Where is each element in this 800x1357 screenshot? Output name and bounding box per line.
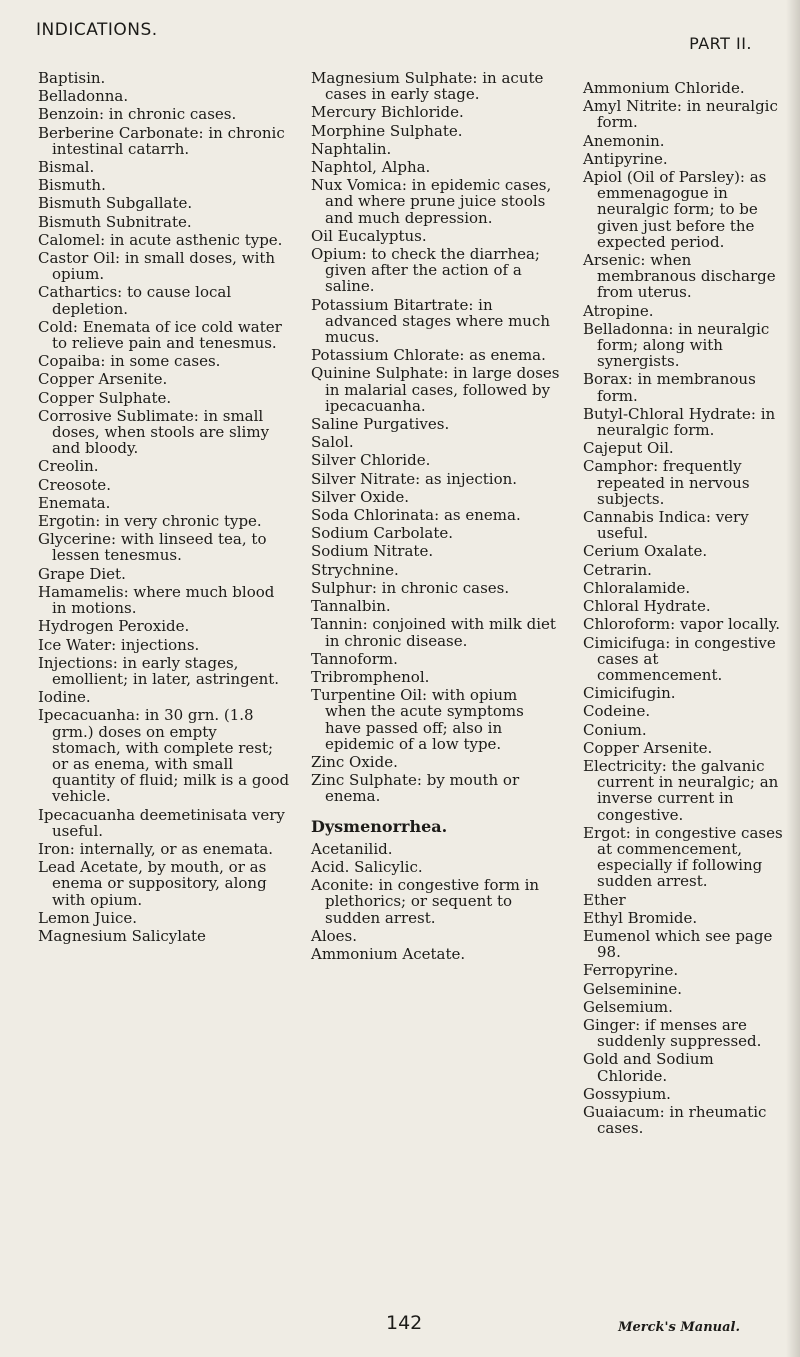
column-1 [38,70,290,946]
index-entry: Naphtalin. [311,139,392,158]
index-entry: Amyl Nitrite: in neuralgic form. [583,97,778,132]
index-entry: Berberine Carbonate: in chronic intestinal catarrh. [38,123,285,158]
index-entry: Tannin: conjoined with milk diet in chronic disease. [311,615,556,650]
index-entry: Bismuth Subnitrate. [38,212,192,231]
index-entry: Copper Arsenite. [583,738,713,757]
index-entry: Ethyl Bromide. [583,908,698,927]
index-entry: Tannoform. [311,649,398,668]
index-entry: Codeine. [583,702,651,721]
index-entry: Turpentine Oil: with opium when the acute symptoms have passed off; also in epidemic of a low type. [311,686,524,753]
index-entry: Atropine. [583,301,654,320]
index-entry: Electricity: the galvanic current in neuralgic; an inverse current in congestive. [583,756,779,824]
index-entry: Magnesium Salicylate [38,926,206,945]
index-entry: Opium: to check the diarrhea; given after the action of a saline. [311,245,540,296]
index-entry: Lead Acetate, by mouth, or as enema or suppository, along with opium. [38,858,267,909]
index-entry: Naphtol, Alpha. [311,158,431,177]
index-entry: Ammonium Chloride. [583,79,745,97]
column-3 [583,80,788,1138]
index-entry: Copper Arsenite. [38,370,168,389]
index-entry: Zinc Sulphate: by mouth or enema. [311,771,520,806]
column-2 [311,70,561,964]
index-entry: Ether [583,890,626,909]
index-entry: Tribromphenol. [311,667,430,686]
index-entry: Zinc Oxide. [311,752,398,771]
index-entry: Silver Nitrate: as injection. [311,469,518,488]
index-entry: Silver Oxide. [311,487,409,506]
index-entry: Chloralamide. [583,578,691,597]
index-entry: Creolin. [38,457,99,476]
index-entry: Enemata. [38,493,111,512]
index-entry: Gossypium. [583,1084,671,1103]
index-entry: Ipecacuanha deemetinisata very useful. [38,805,285,840]
index-entry: Copper Sulphate. [38,388,172,407]
index-entry: Acid. Salicylic. [311,857,423,876]
index-entry: Injections: in early stages, emollient; in later, astringent. [38,653,280,688]
index-entry: Grape Diet. [38,564,126,583]
running-header-right: PART II. [689,34,752,53]
index-entry: Bismuth. [38,176,106,195]
index-entry: Aconite: in congestive form in plethorics; or sequent to sudden arrest. [311,876,540,927]
index-entry: Ginger: if menses are suddenly suppressed. [583,1015,762,1051]
index-entry: Strychnine. [311,560,399,579]
index-entry: Ice Water: injections. [38,635,200,654]
index-entry: Belladonna: in neuralgic form; along with synergists. [583,319,770,371]
index-entry: Ammonium Acetate. [311,944,466,963]
index-entry: Hamamelis: where much blood in motions. [38,582,275,618]
index-entry: Iron: internally, or as enemata. [38,839,274,858]
index-entry: Gelseminine. [583,979,683,998]
index-entry: Glycerine: with linseed tea, to lessen tenesmus. [38,530,267,565]
index-entry: Magnesium Sulphate: in acute cases in early stage. [311,69,544,104]
index-entry: Quinine Sulphate: in large doses in malarial cases, followed by ipecacuanha. [311,364,560,415]
index-entry: Chloral Hydrate. [583,597,711,616]
index-entry: Conium. [583,720,647,739]
index-entry: Borax: in membranous form. [583,370,756,405]
index-entry: Sodium Carbolate. [311,524,453,543]
index-entry: Cimicifugin. [583,684,676,703]
index-entry: Bismuth Subgallate. [38,194,193,213]
section-heading: Dysmenorrhea. [311,816,448,836]
index-entry: Saline Purgatives. [311,415,450,434]
index-entry: Arsenic: when membranous discharge from uterus. [583,251,776,302]
index-entry: Tannalbin. [311,597,391,616]
index-entry: Cold: Enemata of ice cold water to relieve pain and tenesmus. [38,317,282,353]
page-edge-shadow [786,0,800,1357]
index-entry: Sodium Nitrate. [311,542,434,561]
index-entry: Calomel: in acute asthenic type. [38,230,283,249]
index-entry: Iodine. [38,688,91,707]
index-entry: Castor Oil: in small doses, with opium. [38,249,276,284]
publisher-mark: Merck's Manual. [618,1320,740,1335]
index-entry: Guaiacum: in rheumatic cases. [583,1102,767,1138]
index-entry: Soda Chlorinata: as enema. [311,506,521,525]
index-entry: Aloes. [311,926,358,945]
index-entry: Belladonna. [38,87,129,106]
index-entry: Cajeput Oil. [583,439,674,458]
index-entry: Ferropyrine. [583,961,679,980]
index-entry: Oil Eucalyptus. [311,226,427,245]
index-entry: Creosote. [38,475,111,494]
index-entry: Silver Chloride. [311,451,431,470]
index-entry: Ergotin: in very chronic type. [38,512,262,531]
index-entry: Butyl-Chloral Hydrate: in neuralgic form. [583,404,776,440]
running-header-left: INDICATIONS. [36,20,158,40]
index-entry: Salol. [311,433,354,452]
index-entry: Cathartics: to cause local depletion. [38,283,232,318]
index-entry: Cannabis Indica: very useful. [583,508,749,543]
index-entry: Sulphur: in chronic cases. [311,578,510,597]
index-entry: Ergot: in congestive cases at commencement, especially if following sudden arrest. [583,823,783,891]
index-entry: Gold and Sodium Chloride. [583,1050,714,1085]
index-entry: Morphine Sulphate. [311,121,463,140]
index-entry: Cimicifuga: in congestive cases at commencement. [583,633,776,684]
index-entry: Acetanilid. [311,839,393,858]
index-entry: Potassium Chlorate: as enema. [311,346,546,365]
index-entry: Corrosive Sublimate: in small doses, when stools are slimy and bloody. [38,406,270,458]
index-entry: Eumenol which see page 98. [583,926,773,962]
index-entry: Ipecacuanha: in 30 grn. (1.8 grm.) doses on empty stomach, with complete rest; or as enema, with small quantity of fluid; milk is a good vehicle. [38,706,290,806]
index-entry: Mercury Bichloride. [311,103,464,122]
index-entry: Benzoin: in chronic cases. [38,105,237,124]
index-entry: Nux Vomica: in epidemic cases, and where prune juice stools and much depression. [311,176,552,227]
index-entry: Antipyrine. [583,149,668,168]
index-entry: Lemon Juice. [38,908,138,927]
index-entry: Chloroform: vapor locally. [583,615,780,634]
index-entry: Cetrarin. [583,560,652,579]
index-entry: Baptisin. [38,69,106,87]
index-entry: Potassium Bitartrate: in advanced stages where much mucus. [311,295,551,347]
index-entry: Gelsemium. [583,997,673,1016]
index-entry: Apiol (Oil of Parsley): as emmenagogue in neuralgic form; to be given just before the expected period. [583,168,767,251]
index-entry: Hydrogen Peroxide. [38,617,190,636]
page-number: 142 [386,1312,423,1334]
index-entry: Cerium Oxalate. [583,542,708,561]
index-entry: Bismal. [38,158,95,177]
index-entry: Copaiba: in some cases. [38,352,221,371]
index-entry: Anemonin. [583,131,665,150]
index-entry: Camphor: frequently repeated in nervous subjects. [583,457,750,508]
